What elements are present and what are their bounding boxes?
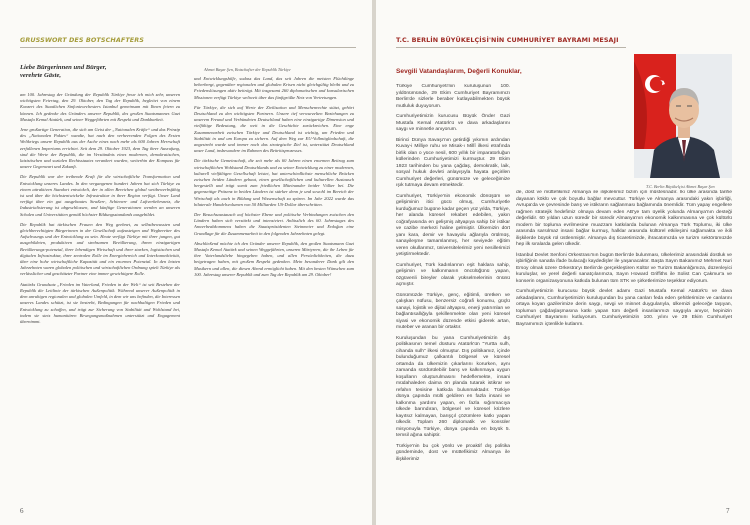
left-page-number: 6 — [20, 507, 24, 515]
paragraph: Die türkische Gemeinschaft, die seit mehr als 60 Jahren einen enormen Beitrag zum wirtschaftlichen Wohlstand Deutschlands und zu seiner Entwicklung zu einer modernen, kulturell vielfältigen Gesellschaft leistet, hat unterschiedlichste menschliche Brücken zwischen beiden Ländern gebaut, einen gesellschaftlichen und kulturellen Austausch hergestellt und trägt somit zum friedlichen Miteinander beider Völker bei. Die gegenseitige Präsenz in beiden Ländern ist stärker denn je und sowohl im Bereich der Wirtschaft als auch in Bildung und Wissenschaft zu spüren. Im Jahr 2022 wurde das bilaterale Handelsvolumen von 50 Milliarden US-Dollar überschritten. — [194, 158, 354, 207]
right-column-1 — [396, 84, 510, 504]
right-page-number: 7 — [726, 507, 730, 515]
paragraph: Cumhuriyet, Türkiye'nin ekonomik dönüşüm ve gelişiminin itici gücü olmuş, Cumhuriyetle kurduğumuz bugüne kadar geçen yüz yılda, Türkiye, her alanda küresel rekabet edebilen, yakın coğrafyasında en gelişmiş altyapıya sahip bir istikar ve cazibe merkezi haline gelmiştir. Ülkemizin dört yanı kara, demir ve havayolu ağlarıyla örülmüş, sanayileşme tamamlanmış, her seviyede eğitim veren okullarımız, üniversitelerimiz yeni nesillerimizi yetiştirmektedir. — [396, 193, 510, 257]
paragraph: Die Republik hat türkischen Frauen den Weg geebnet, zu selbstbewussten und gleichberechtigten Bürgerinnen in der Gesellschaft aufzusteigen und Wegbereiter des Aufschwungs und der Entwicklung zu sein. Heute verfügt Türkiye mit ihrer jungen, gut ausgebildeten, produktiven und strebsamen Bevölkerung, ihrem einzigartigen Bevölkerungs-potenzial, ihrer lebendigen Wirtschaft und ihrer starken, logistischen und digitalen Infrastruktur, ihrer zentralen Rolle im Energiebereich und Interkonnektivität, über eine hohe wirtschaftliche Kapazität und ein enormes Potenzial. In den letzten Jahrzehnten waren globalen politischen und wirtschaftlichen Ordnung spielt Türkiye als verlässlicher und geschätzter Partner eine immer gewichtigere Rolle. — [20, 221, 180, 277]
paragraph: Atatürks Grundsatz „Frieden im Vaterland, Frieden in der Welt“ ist seit Bestehen der Republik die Leitlinie der türkischen Außenpolitik. Während unserer Außenpolitik in dem unruhigen regionalen und globalen Umfeld, in dem wir uns befinden, die Interessen unseres Landes schützt, ist sie bestrebt, Bedingungen für nachhaltigen Frieden und Entwicklung zu schaffen, und trägt zur Sicherung von Stabilität und Wohlstand bei, indem sie stets humanitären Bewegungsmaßnahmen unterstützt und Engagement übernimmt. — [20, 281, 180, 324]
paragraph: Jene großartige Generation, die sich am Geist der „Nationalen Kräfte“ und das Prinzip des „Nationalen Paktes“ wandte, hat nach den verheerenden Folgen des Ersten Weltkriegs unsere Republik aus der Asche eines nach mehr als 600 Jahren Herrschaft zerfallenen Imperiums errichtet. Seit dem 29. Oktober 1923, dem Tag ihrer Ausrufung, sind die Werte der Republik, die im Verständnis eines modernen, demokratischen, laizistischen und sozialen Rechtsstaates verankert wurden, weiterhin der Kompass für unsere Gegenwart und Zukunft. — [20, 127, 180, 170]
paragraph: am 100. Jahrestag der Gründung der Republik Türkiye freue ich mich sehr, unseren wichtigsten Feiertag, den 29. Oktober, den Tag der Republik, begleitet von einem Konzert des Staatlichen Sinfonieorchesters Istanbul gemeinsam mit Ihnen feiern zu können. Ich gedenke des Gründers unserer Republik, des großen Staatsmannes Gazi Mustafa Kemal Atatürk, und seiner Weggefährten mit Respekt und Dankbarkeit. — [20, 92, 180, 122]
paragraph: Türkiye Cumhuriyeti'nin kuruluşunun 100. yıldönümünde, 29 Ekim Cumhuriyet Bayramımızı Berlin'de sizlerle beraber kutlayabilmekten büyük mutluluk duyuyorum. — [396, 84, 510, 109]
paragraph: Birinci Dünya Savaşı'nın getirdiği yıkımın ardından Kuvay-i Milliye ruhu ve Misak-ı Millî ilkesi etrafında birlik olan o yüce nesil, 600 yıllık bir imparatorluğun küllerinden Cumhuriyetimizi kurmuştur. 29 Ekim 1923 tarihinden bu yana çağdaş, demokratik, laik, sosyal hukuk devleti anlayışıyla hayata geçirilen Cumhuriyet değerleri, günümüze ve geleceğimize ışık tutmaya devam etmektedir. — [396, 137, 510, 188]
ambassador-portrait — [634, 54, 732, 178]
portrait-illustration — [634, 54, 732, 178]
right-column-2 — [516, 190, 732, 502]
paragraph: Cumhuriyet, Türk kadınlarının eşit haklara sahip, gelişimin ve kalkınmanın öncülüğünü yapan, özgüvenli bireyler olarak yükselmelerinin önünü açmıştır. — [396, 262, 510, 287]
right-page-heading: T.C. BERLİN BÜYÜKELÇİSİ'NİN CUMHURİYET BAYRAMI MESAJI — [396, 36, 619, 44]
right-photo-caption: T.C. Berlin Büyükelçisi Ahmet Başar Şen — [646, 184, 715, 189]
paragraph: Die Republik war der treibende Kraft für die wirtschaftliche Transformation und Entwicklung unseres Landes. In den vergangenen hundert Jahren hat sich Türkiye zu einem attraktiven Standort entwickelt, der in allen Bereichen global wettbewerbsfähig ist und über die höchstentwickelte Infrastruktur in ihrer Region verfügt. Unser Land verfügt über ein gut ausgebautes Straßen-, Schienen- und Luftverkehrsnetz, die Industrialisierung ist abgeschlossen, und künftige Generationen werden an unseren Schulen und Universitäten gemäß höchster Bildungsstandards ausgebildet. — [20, 174, 180, 217]
left-photo-caption: Ahmet Başar Şen, Botschafter der Republik Türkiye — [204, 67, 291, 72]
paragraph: und Entwicklungshilfe, sodass das Land, das seit Jahren die meisten Flüchtlinge beherbergt, gegenüber regionalen und globalen Krisen nicht gleichgültig bleibt und zu Friedenslösungen aktiv beiträgt. Mit insgesamt 260 diplomatischen und konsularischen Missionen verfügt Türkiye weltweit über das fünftgrößte Netz von Vertretungen. — [194, 76, 354, 100]
paragraph: İstanbul Devlet Senfoni Orkestrası'nın bugün Berlin'de bulunması, ülkelerimiz arasındaki dostluk ve işbirliğinin sanatla ifade bulacağı kaydedişler ile yaşanacaktır. Başta Sayın Bakanımız Mehmet Nuri Ersoy olmak üzere Orkestra'yı Berlin'de gerçekleştiren Kültür ve Turizm Bakanlığımıza, düzenleyici kuruluşlar, ve yerel değerli sanatçılarımıza, Sayın Howard Griffiths ile Solist Can Çakmur'a ve konserin organizasyonuna katkıda bulunan tüm STK ve şirketlerimize teşekkür ediyorum. — [516, 252, 732, 284]
paragraph: de, dost ve müttefikimiz Almanya ile ilişkilerimiz bizim için müstesnadır. İki ülke arasında tarihe dayanan köklü ve çok boyutlu bağlar mevcuttur. Türkiye ve Almanya arasındaki yakın işbirliği, Avrupa'da ve çevresinde barış ve istikrarın sağlanması bağlamında önemlidir. Tüm yapay engellere rağmen stratejik hedefimiz olmaya devam eden AB'ye tam üyelik yolunda Almanya'nın desteği değerlidir. 60 yıldan uzun süredir bir süredir Almanya'nın ekonomik kalkınmasına ve çok kültürlü modern bir topluma evrilmesine muazzam katkılarda bulunan Almanya Türk Toplumu, iki ülke arasında sarsılmaz insani bağlar kurmuş, halklar arasında kültürel etkileşimi sağlamakta ve ikili ilişkilerde büyük rol üstlenmiştir. Almanya dış ticaretimizde, ihracatımızda ve turizm sektörümüzde hep ilk sıralarda gelen ülkedir. — [516, 190, 732, 247]
paragraph: Cumhuriyetimizin kurucusu büyük devlet adamı Gazi Mustafa Kemal Atatürk'ü ve dava arkadaşlarını, Cumhuriyetimizin kuruluşundan bu yana canları feda eden şehitlerimize ve canlarını ortaya koyan gazilerimize derin saygı, sevgi ve minnet duygularıyla, ülkemizi geleceğe taşıyan, toplumun çağdaşlaşmasına katkı yapan tüm değerli insanlarımızı saygıyla anıyor, hepinizin Cumhuriyet Bayramını kutluyorum. Cumhuriyetimizin 100. yılını ve 29 Ekim Cumhuriyet Bayramımızı içtenlikle kutlarım. — [516, 289, 732, 327]
paragraph: Kuruluşundan bu yana Cumhuriyetimizin dış politikasının temel düsturu Atatürk'ün "Yurtta sulh, cihanda sulh" ilkesi olmuştur. Dış politikamız, içinde bulunduğumuz çalkantılı bölgesel ve küresel ortamda da ülkemizin çıkarlarını korurken, aynı zamanda sürdürülebilir barış ve kalkınmaya uygun koşulların oluşturulmasını hedeflemekte, insani müdahaleden daima ön planda tutarak istikrar ve refahın tesisine katkıda bulunmaktadır. Türkiye dünya çapında mülti geldiren en fazla insani ve kalkınma yardımı yapan, en fazla sığınmacıya ülkede barındıran, bölgesel ve küresel krizlere kayıtsız kalmayan, barışçıl çözümlere katkı yapan ülkedir. Toplam 260 diplomatik ve konsüler misyonuyla Türkiye, dünya çapında en büyük 5. temsil ağına sahiptir. — [396, 335, 510, 438]
paragraph: Der Besuchsaustausch auf höchster Ebene und politische Verbindungen zwischen den Ländern haben sich verstärkt und intensiviert. Anlässlich des 60. Jahrestages des Anwerbeabkommens haben die Staatspräsidenten Steinmeier und Erdoğan eine Grundlage für die Zusammenarbeit in den folgenden Jahrzehnten gelegt. — [194, 212, 354, 236]
left-heading-rule — [20, 47, 356, 48]
left-salutation-line-2: verehrte Gäste, — [20, 72, 62, 79]
left-page — [0, 0, 372, 525]
paragraph: Abschließend möchte ich den Gründer unserer Republik, den großen Staatsmann Gazi Mustafa Kemal Atatürk und seinen Weggefährten, unseren Märtyrern, die ihr Leben für ihre Vaterlandsliebe hingegeben haben, und allen Persönlichkeiten, die dazu beigetragen haben, mit großem Respekt gedenken. Mein besonderer Dank gilt den Musikern und allen, die diesen Abend ermöglicht haben. Mit den besten Wünschen zum 100. Jahrestag unserer Republik und zum Tag der Republik am 29. Oktober! — [194, 240, 354, 277]
right-page — [376, 0, 750, 525]
left-page-heading: GRUSSWORT DES BOTSCHAFTERS — [20, 36, 144, 44]
left-salutation-line-1: Liebe Bürgerinnen und Bürger, — [20, 64, 107, 71]
right-salutation: Sevgili Vatandaşlarım, Değerli Konuklar, — [396, 68, 522, 75]
right-heading-rule — [396, 47, 626, 48]
paragraph: Für Türkiye, die sich auf Werte der Zivilisation und Menschenrechte stützt, gehört Deutschland zu den wichtigsten Partnern. Unsere tief verwurzelten Beziehungen zu unserem Freund und Verbündeten Deutschland haben eine einzigartige Dimension und vielfältige Bedeutung, die weit in die Geschichte zurückreichen. Eine enge Zusammenarbeit zwischen Türkiye und Deutschland ist wichtig, um Frieden und Stabilität in und um Europa zu sichern. Auf dem Weg zur EU-Vollmitgliedschaft, die angestrebt wurde und immer noch das strategische Ziel ist, unterstützt Deutschland unser Land, insbesondere im Rahmen des Beitrittsprozesses. — [194, 104, 354, 154]
left-column-1 — [20, 92, 180, 502]
paragraph: Günümüzde Türkiye, genç, eğitimli, üretken ve çalışkan nüfusu, benzersiz coğrafi konumu, güçlü sanayi, lojistik ve dijital altyapısı, enerji yatırımları ve bağlantısallığıyla şekillenmekte olan yeni küresel siyasi ve ekonomik düzende etkisi giderek artan, muteber ve aranan bir ortaktır. — [396, 292, 510, 330]
paragraph: Türkiye'nin bu çok yönlü ve proaktif dış politika gündeminde, dost ve müttefikimiz Almanya ile ilişkilerimiz — [396, 443, 510, 462]
left-salutation — [20, 64, 200, 80]
left-column-2 — [194, 76, 354, 502]
paragraph: Cumhuriyetimizin kurucusu Büyük Önder Gazi Mustafa Kemal Atatürk'ü ve dava arkadaşlarını saygı ve minnetle anıyorum. — [396, 114, 510, 132]
